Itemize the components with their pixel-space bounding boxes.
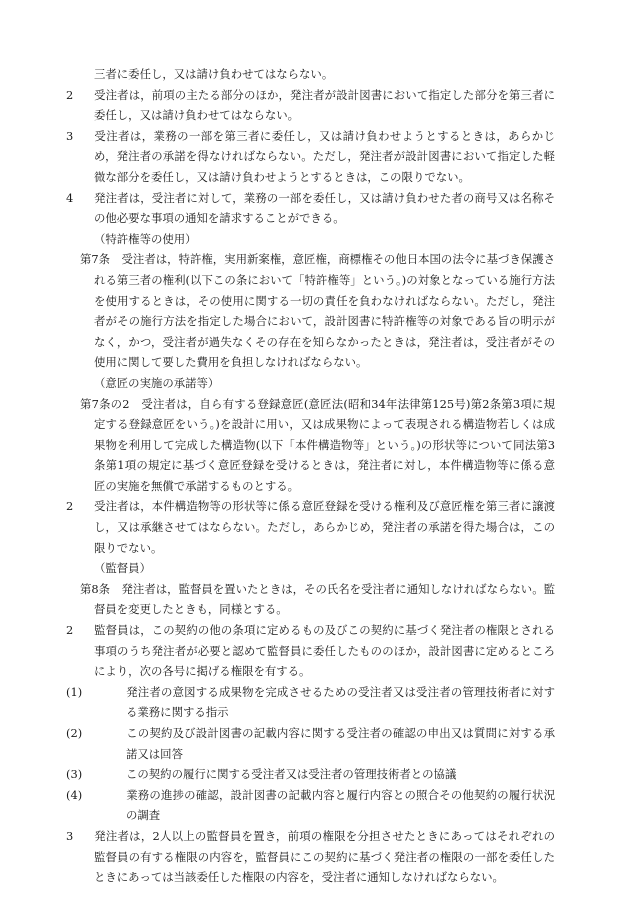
paragraph-text: 発注者は，2人以上の監督員を置き，前項の権限を分担させたときにあってはそれぞれの監督員の有する権限の内容を，監督員にこの契約に基づく発注者の権限の一部を委任したときにあっては当該委任した権限の内容を，受注者に通知しなければならない。 (94, 828, 555, 885)
article-text: 発注者は，監督員を置いたときは，その氏名を受注者に通知しなければならない。監督員を変更したときも，同様とする。 (94, 581, 555, 617)
list-item-1 (66, 682, 555, 723)
item-text: 発注者の意図する成果物を完成させるための受注者又は受注者の管理技術者に対する業務に関する指示 (126, 684, 555, 720)
item-number: (2) (66, 726, 83, 740)
article-7 (80, 249, 555, 373)
paragraph-text: 三者に委任し，又は請け負わせてはならない。 (94, 67, 334, 81)
document-body (66, 64, 555, 888)
article-number: 第7条 (80, 252, 111, 267)
article-heading-supervisor: （監督員） (94, 561, 151, 576)
paragraph-number: 3 (66, 128, 74, 143)
article-number: 第8条 (80, 581, 111, 596)
article-7-2 (80, 394, 555, 497)
paragraph-number: 2 (66, 499, 74, 514)
paragraph-number: 2 (66, 623, 74, 638)
list-item-2 (66, 723, 555, 764)
item-number: (1) (66, 684, 83, 699)
item-number: (4) (66, 787, 83, 802)
item-text: この契約の履行に関する受注者又は受注者の管理技術者との協議 (126, 767, 457, 782)
list-item-3 (66, 764, 555, 785)
article-text: 受注者は，自ら有する登録意匠(意匠法(昭和34年法律第125号)第2条第3項に規定する登録意匠をいう。)を設計に用い，又は成果物によって表現される構造物若しくは成果物を利用して完成した構造物(以下「本件構造物等」という。)の形状等について同法第3条第1項の規定に基づく意匠登録を受けるときは，発注者に対し，本件構造物等に係る意匠の実施を無償で承諾するものとする。 (94, 396, 555, 493)
article-text: 受注者は，特許権，実用新案権，意匠権，商標権その他日本国の法令に基づき保護される第三者の権利(以下この条において「特許権等」という。)の対象となっている施行方法を使用するときは，その使用に関する一切の責任を負わなければならない。ただし，発注者がその施行方法を指定した場合において，設計図書に特許権等の対象である旨の明示がなく，かつ，受注者が過失なくその存在を知らなかったときは，発注者は，受注者がその使用に関して要した費用を負担しなければならない。 (94, 252, 555, 370)
paragraph-text: 監督員は，この契約の他の条項に定めるもの及びこの契約に基づく発注者の権限とされる事項のうち発注者が必要と認めて監督員に委任したもののほか，設計図書に定めるところにより，次の各号に掲げる権限を有する。 (94, 623, 555, 679)
item-number: (3) (66, 767, 83, 782)
paragraph-number: 3 (66, 828, 74, 843)
paragraph-8-2 (66, 620, 555, 682)
article-8 (80, 579, 555, 620)
paragraph-text: 受注者は，前項の主たる部分のほか，発注者が設計図書において指定した部分を第三者に委任し，又は請け負わせてはならない。 (94, 87, 555, 123)
paragraph-number: 2 (66, 87, 74, 102)
paragraph-6-3 (66, 126, 555, 188)
item-text: 業務の進捗の確認，設計図書の記載内容と履行内容との照合その他契約の履行状況の調査 (126, 787, 555, 823)
paragraph-6-4 (66, 188, 555, 229)
paragraph-8-3 (66, 826, 555, 888)
paragraph-continuation (80, 64, 555, 85)
paragraph-text: 発注者は，受注者に対して，業務の一部を委任し，又は請け負わせた者の商号又は名称その他必要な事項の通知を請求することができる。 (94, 190, 555, 226)
paragraph-text: 受注者は，本件構造物等の形状等に係る意匠登録を受ける権利及び意匠権を第三者に譲渡し，又は承継させてはならない。ただし，あらかじめ，発注者の承諾を得た場合は，この限りでない。 (94, 499, 555, 555)
list-item-4 (66, 785, 555, 826)
article-heading-patent: （特許権等の使用） (94, 231, 197, 246)
paragraph-number: 4 (66, 190, 74, 205)
article-heading-design: （意匠の実施の承諾等） (94, 375, 220, 390)
paragraph-7-2-2 (66, 496, 555, 558)
paragraph-text: 受注者は，業務の一部を第三者に委任し，又は請け負わせようとするときは，あらかじめ，発注者の承諾を得なければならない。ただし，発注者が設計図書において指定した軽微な部分を委任し，又は請け負わせようとするときは，この限りでない。 (94, 128, 555, 184)
article-number: 第7条の2 (80, 396, 130, 411)
item-text: この契約及び設計図書の記載内容に関する受注者の確認の申出又は質問に対する承諾又は回答 (126, 726, 555, 761)
paragraph-6-2 (66, 85, 555, 126)
